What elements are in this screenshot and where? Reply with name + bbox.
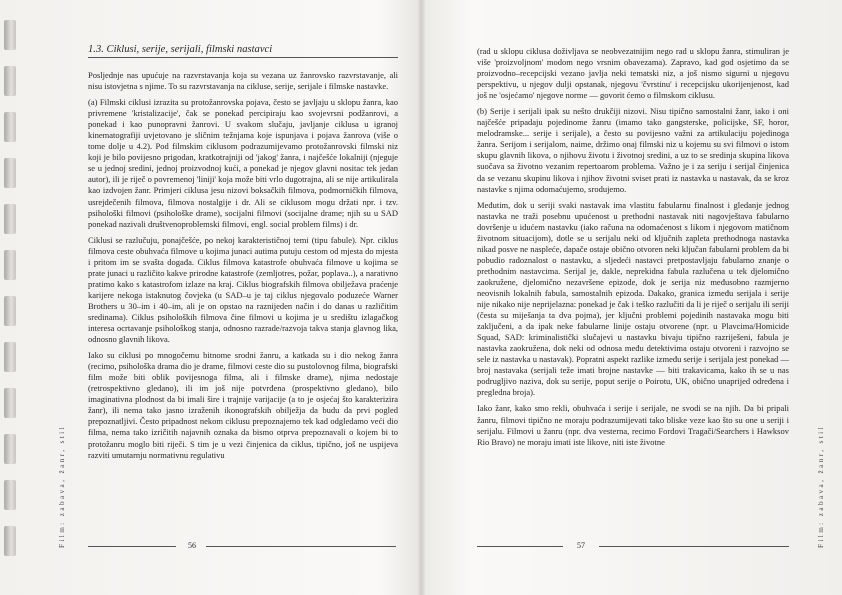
page-number: 56 <box>188 541 196 550</box>
paragraph: Posljednje nas upućuje na razvrstavanja koja su vezana uz žanrovsko razvrstavanje, ali nisu istovjetna s njime. To su razvrstavanja na cikluse, serije, serijale i filmske nastavke. <box>88 70 398 92</box>
running-head-vertical: Film: zabava, žanr, stil <box>817 425 825 548</box>
chapter-title: 1.3. Ciklusi, serije, serijali, filmski nastavci <box>88 44 398 58</box>
running-head-vertical: Film: zabava, žanr, stil <box>58 425 66 548</box>
footer-rule <box>206 546 396 547</box>
paragraph: Međutim, dok u seriji svaki nastavak ima vlastitu fabularnu finalnost i gledanje jednog nastavka ne traži posebnu upućenost u prethodni nastavak niti nagovještava fabularno dovršenje u idućem nastavku (iako računa na odomaćenost s likom i njegovom matičnom životnom situacijom), dotle se u serijalu neki od ključnih zapleta prethodnoga nastavka nikad posve ne naspleće, dapače ostaje obično otvoren neki ključan fabularni problem da bi pobudio radoznalost o nastavku, a sljedeći nastavci pretpostavljaju fabularno znanje o prethodnim nastavcima. Serijal je, dakle, neprekidna fabula razlučena u tek djelomično zaokružene, djelomično nezavršene epizode, dok je serija niz međusobno razmjerno neovisnih lokalnih fabula, samostalnih epizoda. Dakako, granica između serijala i serije nije nikako nije neprijelazna: ponekad je čak i teško razlučiti da li je riječ o serijalu ili seriji (česta su miješanja ta dva pojma), jer ključni problemi pojedinih nastavaka mogu biti zaključeni, a da ipak neke fabularne linije ostaju otvorene (npr. u Plavcima/Homicide Squad, SAD: kriminalistički slučajevi u nastavku bivaju tipično razriješeni, fabula je nastavka zaokružena, dok neki od odnosa među detektivima ostaju otvoreni i razvojno se sele iz nastavka u nastavak). Popratni aspekt razlike između serije i serijala jest ponekad — broj nastavaka (serijali teže imati brojne nastavke — biti trakavicama, kako ih se u nas podrugljivo naziva, dok su serije, poput serije o Poirotu, UK, obično unaprijed određena i pregledna broja). <box>477 199 789 398</box>
paragraph: Iako su ciklusi po mnogočemu bitnome srodni žanru, a katkada su i dio nekog žanra (recimo, psihološka drama dio je drame, filmovi ceste dio su pustolovnog filma, biografski film može biti oblik povijesnoga filma, ali i filmske drame), njima nedostaje (retrospektivno gledano), ili im još nije potvrđena (prospektivno gledano), bilo imaginativna plodnost da bi imali šire i trajnije varijacije (a to je osjećaj što karakterizira žanr), ili nema tako jasno izraženih ikonografskih obilježja da budu da prvi pogled prepoznatljivi. Često pripadnost nekom ciklusu prepoznajemo tek kad odgledamo veći dio filma, nema tako izričitih najavnih oznaka da bismo otprva prepoznavali o kojem bi to protožanru moglo biti riječi. S tim je u vezi činjenica da ciklus, tipično, još ne uspijeva razviti umutarnju normativnu regulativu <box>88 350 398 460</box>
paragraph: (a) Filmski ciklusi izrazita su protožanrovska pojava, često se javljaju u sklopu žanra, kao privremene 'kristalizacije', čak se ponekad percipiraju kao svojevrsni podžanrovi, a ponekad i kao punopravni žanrovi. U svakom slučaju, javljanje ciklusa u igranoj kinematografiji uvjetovano je sličnim težnjama koje ispunjava i pojava žanrova (više o tome dolje u 4.2). Pod filmskim ciklusom podrazumijevamo protožanrovski filmski niz koji je bilo povijesno prigodan, kratkotrajniji od 'jakog' žanra, i najčešće lokalniji (njeguje se u jednoj sredini, jednoj proizvodnoj kući, a ponekad je njegov glavni nositac tek jedan autor), ili je riječ o povremenoj 'liniji' koja može biti vrlo dugotrajna, ali se nije artikulirala kao izdvojen žanr. Primjeri ciklusa jesu nizovi boksačkih filmova, podmorničkih filmova, usrejdečenih filmova, filmova nostalgije i dr. Ali se ciklusom mogu držati npr. i tzv. psihološki filmovi (psihološke drame), socijalni filmovi (socijalne drame; njih su u SAD ponekad nazivali društvenoproblemski filmovi, engl. social problem films) i dr. <box>88 97 398 229</box>
paragraph: Iako žanr, kako smo rekli, obuhvaća i serije i serijale, ne svodi se na njih. Da bi pripali žanru, filmovi tipično ne moraju podrazumijevati tako bliske veze kao što su one u seriji i serijalu. Filmovi u žanru (npr. dva vesterna, recimo Fordovi Tragači/Searchers i Hawksov Rio Bravo) ne moraju imati iste likove, niti iste životne <box>477 403 789 447</box>
page-number: 57 <box>577 541 585 550</box>
footer-rule <box>599 546 789 547</box>
binder-rings <box>4 20 18 580</box>
paragraph: (b) Serije i serijali ipak su nešto drukčiji nizovi. Nisu tipično samostalni žanr, iako i oni najčešće pripadaju pojedinome žanru (imamo tako gangsterske, policijske, SF, horor, melodramske... serije i serijale), a često su povijesno važni za artikulaciju pojedinoga žanra. Serijom i serijalom, naime, držimo onaj filmski niz u kojemu su svi filmovi o istom skupu glavnih likova, o njihovu životu i životnoj sredini, a uz to se sredinja skupina likova suočava sa životno vezanim repertoarom problema. Važno je i za seriju i serijal činjenica da se vezanu skupinu likova i njihov životni sviset prati iz nastavka u nastavak, da se kroz nastavke s njima odomaćujemo, srodujemo. <box>477 106 789 194</box>
right-page <box>421 0 842 595</box>
footer-rule <box>88 546 176 547</box>
left-body-text <box>88 70 398 466</box>
paragraph: Ciklusi se razlučuju, ponajčešće, po nekoj karakterističnoj temi (tipu fabule). Npr. ciklus filmova ceste obuhvaća filmove u kojima junaci autima putuju cestom od mjesta do mjesta i pritom im se svašta događa. Ciklus filmova katastrofe obuhvaća filmove u kojima se prate junaci u različito kakve prirodne katastrofe (zemljotres, požar, poplava..), a narativno pratimo kako s katastrofom izlaze na kraj. Ciklus biografskih filmova obilježava praćenje karijere nekoga istaknutog čovjeka (u SAD–u je taj ciklus njegovalo poduzeće Warner Brothers u 30–im i 40–im, ali je on opstao na raznijeden način i do danas u različitim sredinama). Ciklus psiholoških filmova čine filmovi u kojima je u središtu izlagačkog interesa ocrtavanje psihološkog stanja, odnosno razrade/razvoja takva stanja glavnog lika, odnosno glavnih likova. <box>88 234 398 345</box>
footer-rule <box>477 546 563 547</box>
right-body-text <box>477 46 789 453</box>
paragraph: (rad u sklopu ciklusa doživljava se neobvezatnijim nego rad u sklopu žanra, stimuliran je više 'proizvoljnom' modom nego vrsnim obavezama). Zapravo, kad god osjetimo da se proizvodno–recepcijski vezano javlja neki tematski niz, a još nismo sigurni u njegovu perspektivu, u njegov dulji opstanak, njegovu 'čvrstinu' i recepcijsku ukorijenjenost, kad još ne 'osjećamo' njegove norme — govorit ćemo o filmskom ciklusu. <box>477 46 789 101</box>
